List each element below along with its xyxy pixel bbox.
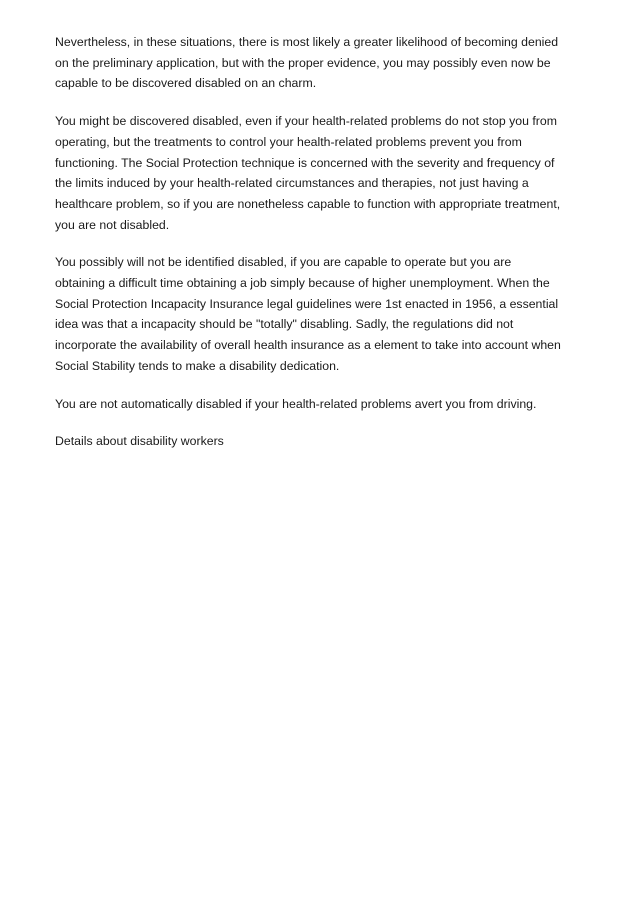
- paragraph-line: functioning. The Social Protection technique is concerned with the severity and frequency of: [55, 155, 555, 170]
- paragraph-line: You might be discovered disabled, even if your health-related problems do not stop you from: [55, 114, 557, 129]
- paragraph-line: Nevertheless, in these situations, there is most likely a greater likelihood of becoming denied: [55, 35, 559, 49]
- paragraph-1: [55, 32, 590, 94]
- paragraph-line: idea was that a incapacity should be "totally" disabling. Sadly, the regulations did not: [55, 317, 514, 332]
- paragraph-line: Social Stability tends to make a disability dedication.: [55, 358, 340, 373]
- paragraph-4: [55, 394, 590, 415]
- paragraph-line: obtaining a difficult time obtaining a job simply because of higher unemployment. When the: [55, 276, 550, 291]
- paragraph-line: you are not disabled.: [55, 217, 170, 232]
- document-page: [55, 32, 590, 469]
- paragraph-3: [55, 252, 590, 376]
- paragraph-line: Social Protection Incapacity Insurance legal guidelines were 1st enacted in 1956, a essential: [55, 296, 559, 311]
- paragraph-line: Details about disability workers: [55, 434, 224, 449]
- paragraph-line: You possibly will not be identified disabled, if you are capable to operate but you are: [55, 255, 512, 270]
- paragraph-2: [55, 111, 590, 235]
- paragraph-5: [55, 431, 590, 452]
- paragraph-line: You are not automatically disabled if your health-related problems avert you from driving.: [55, 396, 537, 411]
- paragraph-line: capable to be discovered disabled on an charm.: [55, 76, 317, 91]
- paragraph-line: healthcare problem, so if you are nonetheless capable to function with appropriate treatment,: [55, 196, 561, 211]
- paragraph-line: incorporate the availability of overall health insurance as a element to take into account when: [55, 338, 561, 353]
- paragraph-line: on the preliminary application, but with the proper evidence, you may possibly even now be: [55, 55, 551, 70]
- paragraph-line: the limits induced by your health-related circumstances and therapies, not just having a: [55, 176, 529, 191]
- paragraph-line: operating, but the treatments to control your health-related problems prevent you from: [55, 134, 522, 149]
